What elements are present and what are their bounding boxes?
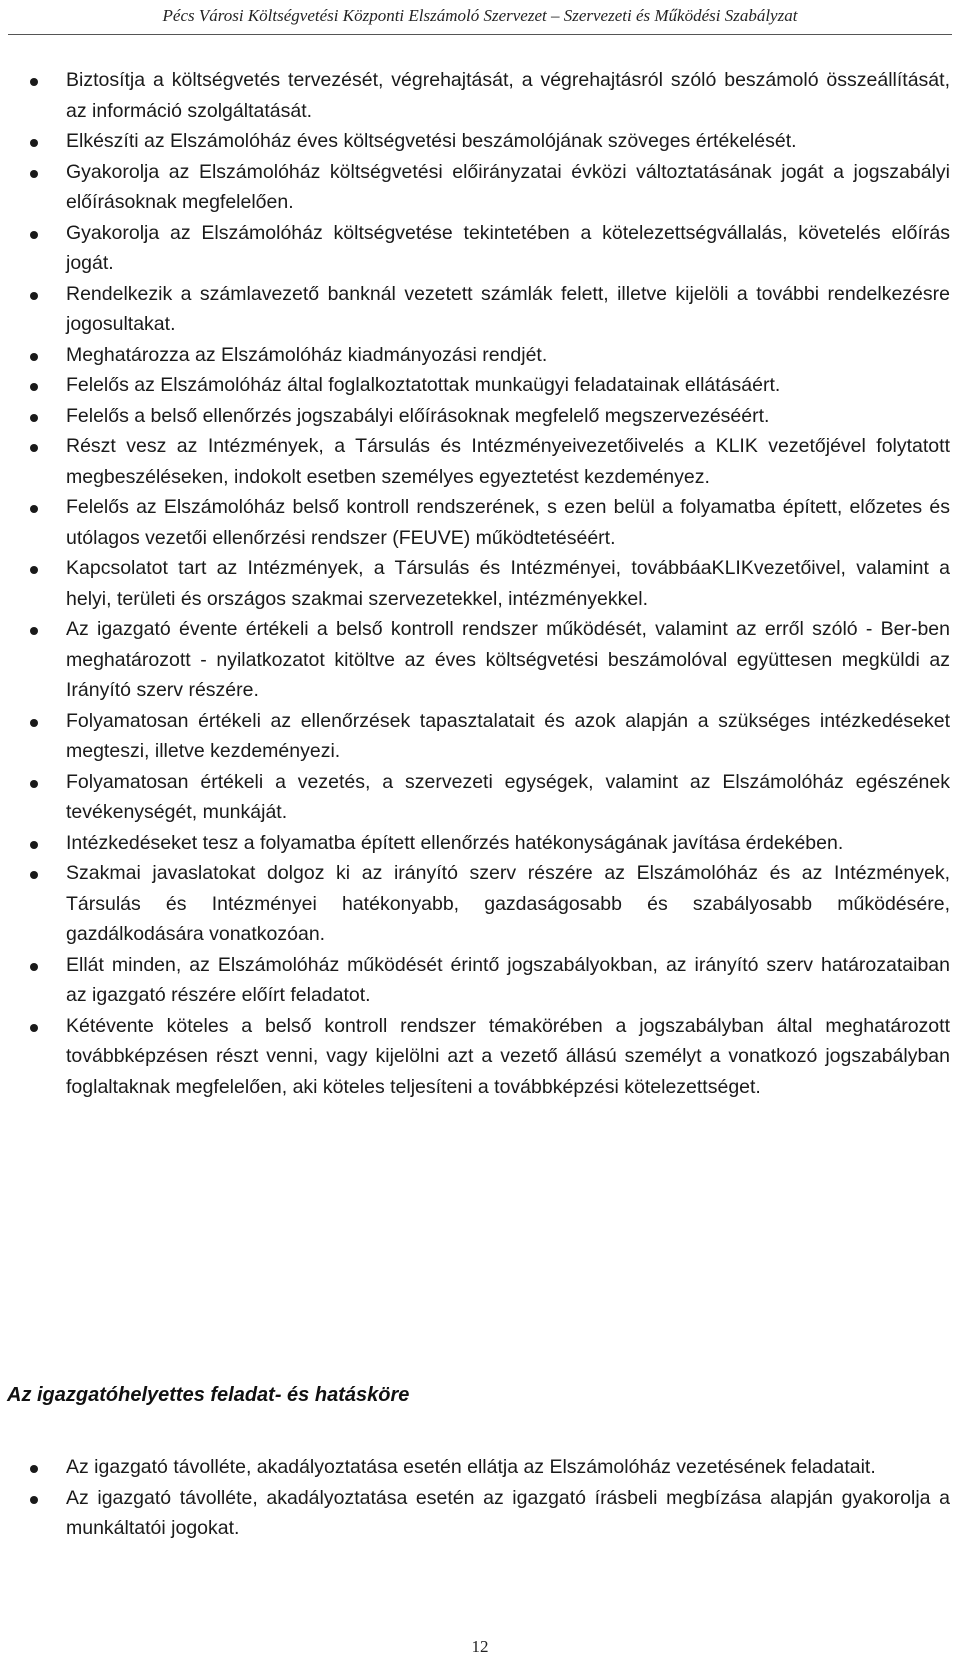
list-item-text: Az igazgató távolléte, akadályoztatása esetén ellátja az Elszámolóház vezetésének feladatait.	[66, 1456, 876, 1478]
list-item	[0, 767, 960, 828]
list-item	[0, 614, 960, 706]
bullet-icon	[30, 444, 38, 452]
list-item	[0, 431, 960, 492]
list-item	[0, 553, 960, 614]
bullet-icon	[30, 566, 38, 574]
director-duties-list	[0, 65, 960, 1102]
list-item-text: Szakmai javaslatokat dolgoz ki az irányító szerv részére az Elszámolóház és az Intézmények, Társulás és Intézményei hatékonyabb, gazdaságosabb és szabályosabb működésére, gazdálkodására vonatkozóan.	[66, 862, 950, 945]
deputy-duties-list	[0, 1452, 960, 1544]
list-item	[0, 340, 960, 371]
list-item	[0, 858, 960, 950]
list-item-text: Felelős az Elszámolóház által foglalkoztatottak munkaügyi feladatainak ellátásáért.	[66, 374, 781, 396]
bullet-icon	[30, 383, 38, 391]
list-item-text: Az igazgató távolléte, akadályoztatása esetén az igazgató írásbeli megbízása alapján gyakorolja a munkáltatói jogokat.	[66, 1486, 950, 1539]
list-item	[0, 218, 960, 279]
list-item	[0, 157, 960, 218]
bullet-icon	[30, 170, 38, 178]
list-item	[0, 126, 960, 157]
header-divider	[8, 34, 952, 35]
bullet-icon	[30, 1024, 38, 1032]
list-item-text: Intézkedéseket tesz a folyamatba épített ellenőrzés hatékonyságának javítása érdekében.	[66, 831, 844, 854]
list-item-text: Ellát minden, az Elszámolóház működését érintő jogszabályokban, az irányító szerv határozataiban az igazgató részére előírt feladatot.	[66, 953, 950, 1006]
bullet-icon	[30, 231, 38, 239]
list-item	[0, 370, 960, 401]
list-item	[0, 401, 960, 432]
list-item-text: Az igazgató évente értékeli a belső kontroll rendszer működését, valamint az erről szóló - Ber-ben meghatározott - nyilatkozatot kitöltve az éves költségvetési beszámolóval együttesen megküldi az Irányító szerv részére.	[66, 618, 950, 701]
bullet-icon	[30, 871, 38, 879]
list-item-text: Biztosítja a költségvetés tervezését, végrehajtását, a végrehajtásról szóló beszámoló összeállítását, az információ szolgáltatását.	[66, 69, 950, 122]
list-item-text: Felelős az Elszámolóház belső kontroll rendszerének, s ezen belül a folyamatba épített, előzetes és utólagos vezetői ellenőrzési rendszer (FEUVE) működtetéséért.	[66, 496, 950, 549]
list-item-text: Gyakorolja az Elszámolóház költségvetési előirányzatai évközi változtatásának jogát a jogszabályi előírásoknak megfelelően.	[66, 160, 950, 213]
list-item-text: Folyamatosan értékeli az ellenőrzések tapasztalatait és azok alapján a szükséges intézkedéseket megteszi, illetve kezdeményezi.	[66, 709, 950, 762]
list-item-text: Kétévente köteles a belső kontroll rendszer témakörében a jogszabályban által meghatározott továbbképzésen részt venni, vagy kijelölni azt a vezető állású személyt a vonatkozó jogszabályban foglaltaknak megfelelően, aki köteles teljesíteni a továbbképzési kötelezettséget.	[66, 1014, 950, 1098]
bullet-icon	[30, 505, 38, 513]
list-item	[0, 950, 960, 1011]
list-item-text: Meghatározza az Elszámolóház kiadmányozási rendjét.	[66, 343, 548, 366]
section-heading: Az igazgatóhelyettes feladat- és hatásköre	[7, 1384, 410, 1406]
list-item	[0, 1452, 960, 1483]
bullet-icon	[30, 627, 38, 635]
list-item-text: Rendelkezik a számlavezető banknál vezetett számlák felett, illetve kijelöli a további rendelkezésre jogosultakat.	[66, 282, 950, 335]
bullet-icon	[30, 292, 38, 300]
bullet-icon	[30, 1465, 38, 1473]
page-number: 12	[471, 1637, 489, 1656]
list-item	[0, 279, 960, 340]
bullet-icon	[30, 414, 38, 422]
bullet-icon	[30, 719, 38, 727]
list-item-text: Folyamatosan értékeli a vezetés, a szervezeti egységek, valamint az Elszámolóház egészének tevékenységét, munkáját.	[66, 770, 950, 823]
bullet-icon	[30, 78, 38, 86]
bullet-icon	[30, 841, 38, 849]
list-item-text: Elkészíti az Elszámolóház éves költségvetési beszámolójának szöveges értékelését.	[66, 130, 797, 152]
list-item	[0, 65, 960, 126]
bullet-icon	[30, 1496, 38, 1504]
list-item	[0, 492, 960, 553]
bullet-icon	[30, 780, 38, 788]
bullet-icon	[30, 353, 38, 361]
list-item	[0, 706, 960, 767]
list-item	[0, 1483, 960, 1544]
list-item	[0, 1011, 960, 1103]
list-item-text: Gyakorolja az Elszámolóház költségvetése tekintetében a kötelezettségvállalás, követelés előírás jogát.	[66, 221, 950, 274]
bullet-icon	[30, 139, 38, 147]
list-item-text: Részt vesz az Intézmények, a Társulás és Intézményeivezetőivelés a KLIK vezetőjével folytatott megbeszéléseken, indokolt esetben személyes egyeztetést kezdeményez.	[66, 435, 950, 488]
list-item	[0, 828, 960, 859]
page-header: Pécs Városi Költségvetési Központi Elszámoló Szervezet – Szervezeti és Működési Szabályzat	[162, 6, 798, 25]
bullet-icon	[30, 963, 38, 971]
list-item-text: Kapcsolatot tart az Intézmények, a Társulás és Intézményei, továbbáaKLIKvezetőivel, valamint a helyi, területi és országos szakmai szervezetekkel, intézményekkel.	[66, 557, 950, 610]
list-item-text: Felelős a belső ellenőrzés jogszabályi előírásoknak megfelelő megszervezéséért.	[66, 404, 770, 427]
